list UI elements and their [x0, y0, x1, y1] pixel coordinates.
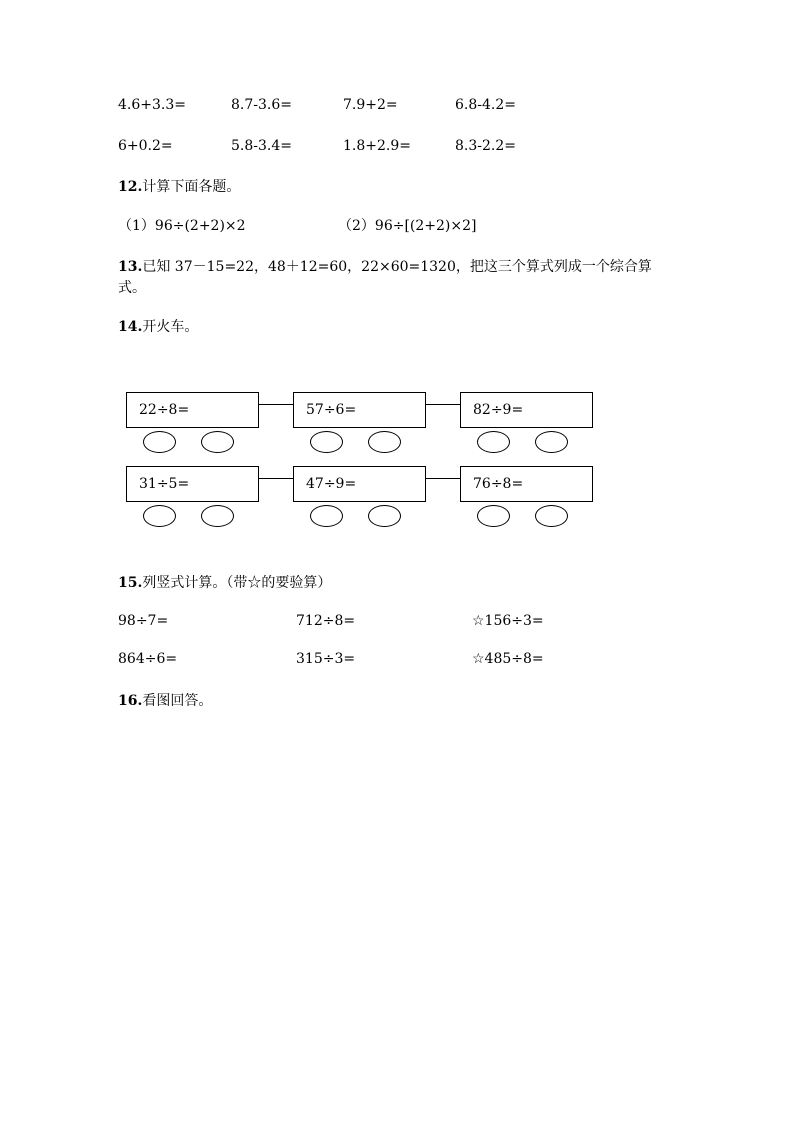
question-13-title — [118, 256, 652, 276]
arith-item: 8.7-3.6= — [231, 97, 292, 113]
train-coupling — [259, 478, 294, 479]
wheel-icon — [201, 431, 234, 453]
division-item: 864÷6= — [118, 651, 178, 667]
division-item: ☆156÷3= — [472, 613, 544, 629]
question-number: 12. — [118, 179, 143, 195]
train-car — [293, 392, 426, 428]
question-text: 计算下面各题。 — [142, 179, 241, 195]
arith-item: 1.8+2.9= — [343, 138, 411, 154]
question-number: 16. — [118, 693, 143, 709]
arith-item: 8.3-2.2= — [455, 138, 516, 154]
arith-item: 6.8-4.2= — [455, 97, 516, 113]
question-16-title — [118, 690, 212, 710]
question-text: 开火车。 — [142, 319, 199, 335]
wheel-icon — [368, 505, 401, 527]
wheel-icon — [310, 431, 343, 453]
wheel-icon — [368, 431, 401, 453]
train-car-expression: 76÷8= — [473, 476, 524, 492]
train-car — [460, 466, 593, 502]
question-text: 看图回答。 — [142, 693, 213, 709]
arith-item: 7.9+2= — [343, 97, 398, 113]
train-car-expression: 82÷9= — [473, 402, 524, 418]
train-car — [126, 466, 259, 502]
q12-item-2: （2）96÷[(2+2)×2] — [338, 218, 477, 234]
wheel-icon — [143, 505, 176, 527]
question-number: 13. — [118, 259, 143, 275]
train-coupling — [426, 404, 461, 405]
train-coupling — [259, 404, 294, 405]
question-number: 14. — [118, 319, 143, 335]
train-car-expression: 57÷6= — [306, 402, 357, 418]
train-coupling — [426, 478, 461, 479]
question-text: 列竖式计算。（带☆的要验算） — [142, 575, 332, 591]
wheel-icon — [535, 505, 568, 527]
division-item: ☆485÷8= — [472, 651, 544, 667]
train-car — [460, 392, 593, 428]
arith-item: 4.6+3.3= — [118, 97, 186, 113]
train-car-expression: 47÷9= — [306, 476, 357, 492]
question-14-title — [118, 316, 198, 336]
division-item: 712÷8= — [296, 613, 356, 629]
train-car — [126, 392, 259, 428]
train-car-expression: 22÷8= — [139, 402, 190, 418]
wheel-icon — [143, 431, 176, 453]
q12-item-1: （1）96÷(2+2)×2 — [118, 218, 246, 234]
question-13-line2: 式。 — [118, 280, 146, 296]
question-number: 15. — [118, 575, 143, 591]
arith-item: 5.8-3.4= — [231, 138, 292, 154]
train-car-expression: 31÷5= — [139, 476, 190, 492]
wheel-icon — [310, 505, 343, 527]
question-12-title — [118, 176, 240, 196]
wheel-icon — [477, 505, 510, 527]
wheel-icon — [535, 431, 568, 453]
wheel-icon — [477, 431, 510, 453]
question-text: 已知 37－15=22，48＋12=60，22×60=1320，把这三个算式列成一个综合算 — [142, 259, 652, 275]
train-car — [293, 466, 426, 502]
wheel-icon — [201, 505, 234, 527]
arith-item: 6+0.2= — [118, 138, 173, 154]
division-item: 98÷7= — [118, 613, 169, 629]
division-item: 315÷3= — [296, 651, 356, 667]
question-15-title — [118, 572, 331, 592]
